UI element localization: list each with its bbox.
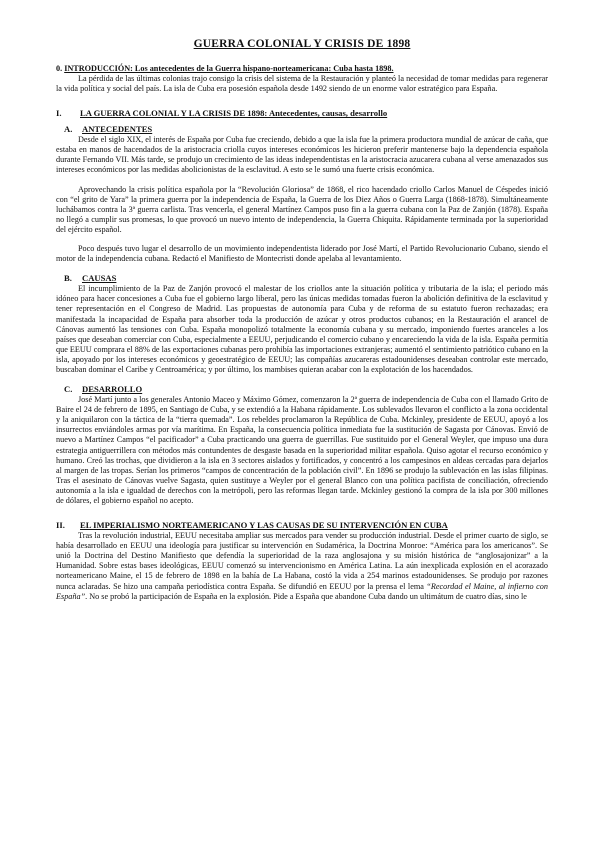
subsection-a-number: A. bbox=[64, 124, 73, 135]
imperialismo-text-1: Tras la revolución industrial, EEUU necesitaba ampliar sus mercados para vender su producción industrial. Desde el primer cuarto de siglo, se había desarrollado en EEUU una ideología para justificar su intervención en Sudamérica, la Doctrina Monroe: “América para los americanos”. Se unió la Doctrina del Destino Manifiesto que defendía la superioridad de la raza anglosajona y su misión histórica de “anglosajonizar” a la Humanidad. Sobre estas bases ideológicas, EEUU comenzó su intervencionismo en América Latina. La aún inexplicada explosión en el acorazado norteamericano Maine, el 15 de febrero de 1898 en la bahía de La Habana, costó la vida a 254 marinos estadounidenses. Se produjo por razones nunca aclaradas. Se hizo una campaña periodística contra España. Se difundió en EEUU por la prensa el lema bbox=[56, 531, 548, 591]
subsection-a-heading bbox=[64, 124, 548, 135]
subsection-c-number: C. bbox=[64, 384, 73, 395]
subsection-b-number: B. bbox=[64, 273, 72, 284]
antecedentes-paragraph-1: Desde el siglo XIX, el interés de España por Cuba fue creciendo, debido a que la isla fue la primera productora mundial de azúcar de caña, que estaba en manos de hacendados de la aristocracia criolla cuyos intereses económicos les hicieron preferir mantenerse bajo la dependencia española durante Fernando VII. Más tarde, se produjo un crecimiento de las ideas independentistas en la aristocracia azucarera cubana al verse amenazados sus intereses económicos por las medidas abolicionistas de la esclavitud. A esto se le sumó una fuerte crisis económica. bbox=[56, 135, 548, 175]
imperialismo-text-2: . No se probó la participación de España en la explosión. Pide a España que abandone Cuba dando un ultimátum de cuatro días, sino le bbox=[85, 591, 527, 601]
subsection-a-title: ANTECEDENTES bbox=[82, 124, 153, 135]
imperialismo-paragraph bbox=[56, 531, 548, 602]
subsection-c-title: DESARROLLO bbox=[82, 384, 143, 395]
causas-paragraph: El incumplimiento de la Paz de Zanjón provocó el malestar de los criollos ante la situación política y tributaria de la isla; el periodo más idóneo para hacer concesiones a Cuba fue el gobierno largo liberal, pero las únicas medidas tomadas fueron la abolición definitiva de la esclavitud y tener representación en el Congreso de Madrid. Las propuestas de autonomía para Cuba y de reforma de su estatuto fueron rechazadas; era manifestada la incapacidad de España para absorber toda la producción de azúcar y otros productos cubanos; en la Restauración el arancel de Cánovas aumentó las tensiones con Cuba. España monopolizó totalmente la economía cubana y su mercado, imponiendo fuertes aranceles a los países que deseaban comerciar con Cuba, especialmente a EEUU, perjudicando el comercio cubano y encareciendo la vida de la isla. España permitía que EEUU comprara el 88% de las exportaciones cubanas pero prohibía las importaciones extranjeras; aumentó el sentimiento patriótico cubano en la isla, apoyado por los intereses económicos y geoestratégico de EEUU; las compañías azucareras estadounidenses deseaban controlar este mercado, buscaban dominar el Caribe y Centroamérica; y por último, los mambises quieran acabar con la explotación de los hacendados. bbox=[56, 284, 548, 374]
antecedentes-paragraph-3: Poco después tuvo lugar el desarrollo de un movimiento independentista liderado por José Martí, el Partido Revolucionario Cubano, siendo el motor de la independencia cubana. Redactó el Manifiesto de Montecristi donde apelaba al levantamiento. bbox=[56, 244, 548, 264]
document-title: GUERRA COLONIAL Y CRISIS DE 1898 bbox=[193, 38, 411, 50]
section-2-title: EL IMPERIALISMO NORTEAMERICANO Y LAS CAUSAS DE SU INTERVENCIÓN EN CUBA bbox=[80, 520, 448, 531]
intro-heading-number: 0. bbox=[56, 64, 65, 73]
antecedentes-paragraph-2: Aprovechando la crisis política española por la “Revolución Gloriosa” de 1868, el rico hacendado criollo Carlos Manuel de Céspedes inició con “el grito de Yara” la primera guerra por la independencia de España, la Guerra de los Diez Años o Guerra Larga (1868-1878). Simultáneamente luchábamos contra la 3ª guerra carlista. Tras vencerla, el general Martínez Campos puso fin a la guerra cubana con la Paz de Zanjón (1878). España no llegó a cumplir sus promesas, lo que provocó un nuevo intento de independencia, la Guerra Chiquita. Rápidamente terminada por la superioridad del ejército español. bbox=[56, 184, 548, 234]
intro-heading bbox=[56, 64, 548, 74]
section-2-heading bbox=[56, 520, 548, 531]
subsection-c-heading bbox=[64, 384, 548, 395]
desarrollo-paragraph: José Martí junto a los generales Antonio Maceo y Máximo Gómez, comenzaron la 2ª guerra de independencia de Cuba con el llamado Grito de Baire el 24 de febrero de 1895, en Santiago de Cuba, y se extendió a la Habana rápidamente. Los sublevados llevaron el conflicto a la zona occidental y la aniquilaron con la táctica de la “tierra quemada”. Los rebeldes proclamaron la República de Cuba. Mckinley, presidente de EEUU, apoyó a los insurrectos enviándoles armas por vía marítima. En España, la consecuencia política inmediata fue la sustitución de Sagasta por Cánovas. Envió de nuevo a Martínez Campos “el pacificador” a Cuba practicando una guerra de guerrillas. Fue sustituido por el General Weyler, que impuso una dura estrategia antiguerrillera con métodos más contundentes de desgaste basada en la superioridad militar española. Quiso agotar el recurso económico y humano. Creó las trochas, que dividieron a la isla en 3 sectores aislados y fortificados, y concentró a los campesinos en aldeas cercadas para dejarlos al margen de las tropas. Serían los primeros “campos de concentración de la población civil”. En 1896 se produjo la sublevación en las islas filipinas. Tras el asesinato de Cánovas vuelve Sagasta, quien sustituye a Weyler por el general Blanco con una política pacifista de conciliación, ofreciendo autonomía a la isla e igualdad de derechos con la metrópoli, pero las reformas llegan tarde. Mckinley gestionó la compra de la isla por 300 millones de dólares, el gobierno español no acepto. bbox=[56, 395, 548, 505]
intro-paragraph: La pérdida de las últimas colonias trajo consigo la crisis del sistema de la Restauración y planteó la necesidad de tomar medidas para regenerar la vida política y social del país. La isla de Cuba era posesión española desde 1492 siendo de un enorme valor estratégico para España. bbox=[56, 74, 548, 94]
subsection-b-title: CAUSAS bbox=[82, 273, 117, 284]
section-1-heading bbox=[56, 108, 548, 119]
section-1-title: LA GUERRA COLONIAL Y LA CRISIS DE 1898: Antecedentes, causas, desarrollo bbox=[80, 108, 388, 119]
maine-slogan-quote: “Recordad el Maine, al infierno con España” bbox=[56, 581, 548, 601]
section-1-number: I. bbox=[56, 108, 62, 119]
subsection-b-heading bbox=[64, 273, 548, 284]
intro-heading-text: INTRODUCCIÓN: Los antecedentes de la Guerra hispano-norteamericana: Cuba hasta 1898. bbox=[64, 64, 394, 73]
section-2-number: II. bbox=[56, 520, 65, 531]
